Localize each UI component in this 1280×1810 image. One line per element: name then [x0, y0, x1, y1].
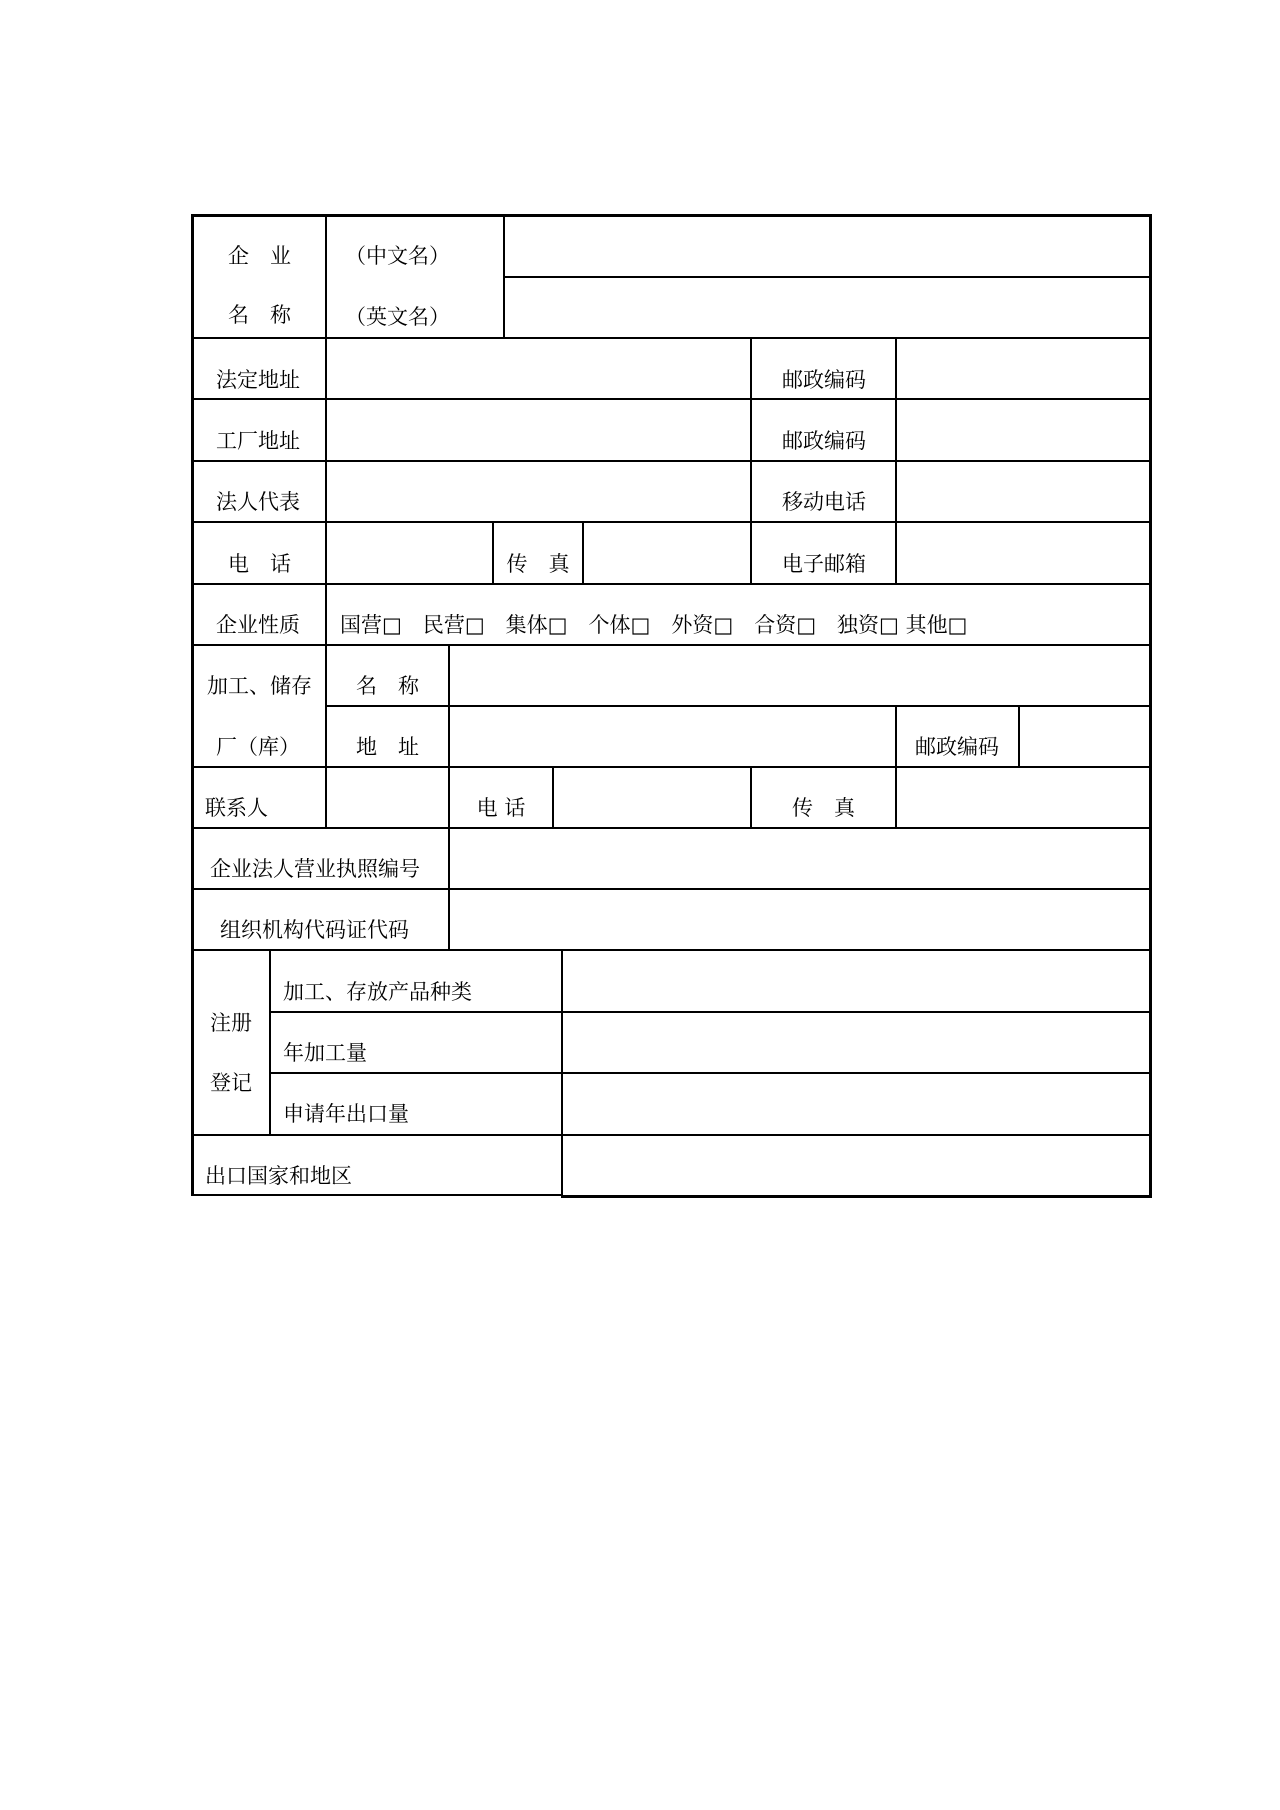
- registration-label: 注册: [210, 1011, 252, 1035]
- legal-rep-label: 法人代表: [216, 490, 300, 514]
- table-rule: [750, 337, 752, 583]
- table-rule: [192, 521, 1151, 523]
- contact-label: 联系人: [205, 796, 268, 820]
- legal-address-label: 法定地址: [216, 368, 300, 392]
- table-rule: [192, 1134, 1151, 1136]
- english-name-label: （英文名）: [345, 305, 450, 329]
- phone-field[interactable]: [328, 524, 492, 583]
- org-code-field[interactable]: [451, 891, 1149, 949]
- table-border-bottom: [561, 1195, 1151, 1198]
- storage-name-label: 名 称: [356, 674, 419, 698]
- storage-name-field[interactable]: [451, 647, 1149, 705]
- table-rule: [552, 766, 554, 827]
- contact-fax-label: 传 真: [792, 796, 855, 820]
- annual-export-field[interactable]: [564, 1075, 1149, 1134]
- registration-label: 登记: [210, 1071, 252, 1095]
- enterprise-nature-options[interactable]: 国营□ 民营□ 集体□ 个体□ 外资□ 合资□ 独资□ 其他□: [340, 613, 968, 637]
- english-name-field[interactable]: [506, 278, 1149, 337]
- chinese-name-label: （中文名）: [345, 244, 450, 268]
- export-countries-label: 出口国家和地区: [205, 1164, 352, 1188]
- factory-address-field[interactable]: [328, 401, 750, 460]
- table-rule: [895, 766, 897, 827]
- factory-address-label: 工厂地址: [216, 429, 300, 453]
- legal-postcode-field[interactable]: [898, 340, 1149, 398]
- storage-address-field[interactable]: [451, 708, 895, 766]
- product-types-label: 加工、存放产品种类: [283, 980, 472, 1004]
- table-rule: [192, 949, 1151, 951]
- table-rule: [269, 949, 271, 1134]
- table-rule: [325, 214, 327, 337]
- table-rule: [582, 521, 584, 583]
- storage-postcode-field[interactable]: [1021, 708, 1149, 766]
- phone-label: 电 话: [228, 552, 291, 576]
- contact-fax-field[interactable]: [898, 769, 1149, 827]
- table-rule: [561, 949, 563, 1196]
- storage-postcode-label: 邮政编码: [915, 735, 999, 759]
- table-rule: [1018, 705, 1020, 766]
- mobile-field[interactable]: [898, 463, 1149, 521]
- table-rule: [270, 1072, 1151, 1074]
- table-border-bottom: [192, 1194, 562, 1196]
- storage-address-label: 地 址: [356, 735, 419, 759]
- table-rule: [270, 1011, 1151, 1013]
- mobile-label: 移动电话: [782, 490, 866, 514]
- enterprise-name-label: 企 业: [228, 244, 291, 268]
- annual-processing-field[interactable]: [564, 1014, 1149, 1072]
- table-rule: [192, 888, 1151, 890]
- legal-rep-field[interactable]: [328, 463, 750, 521]
- org-code-label: 组织机构代码证代码: [220, 918, 409, 942]
- enterprise-nature-label: 企业性质: [216, 613, 300, 637]
- enterprise-name-label: 名 称: [228, 303, 291, 327]
- table-rule: [325, 583, 327, 644]
- legal-address-field[interactable]: [328, 340, 750, 398]
- table-rule: [448, 888, 450, 949]
- license-number-label: 企业法人营业执照编号: [210, 857, 420, 881]
- export-countries-field[interactable]: [564, 1137, 1149, 1195]
- factory-postcode-label: 邮政编码: [782, 429, 866, 453]
- table-border-left: [191, 214, 194, 1196]
- table-border-right: [1149, 214, 1152, 1198]
- table-rule: [895, 337, 897, 583]
- chinese-name-field[interactable]: [506, 217, 1149, 276]
- table-rule: [192, 766, 1151, 768]
- annual-export-label: 申请年出口量: [283, 1102, 409, 1126]
- fax-field[interactable]: [585, 524, 750, 583]
- email-label: 电子邮箱: [782, 552, 866, 576]
- table-rule: [192, 583, 1151, 585]
- table-rule: [192, 460, 1151, 462]
- table-rule: [448, 644, 450, 889]
- table-rule: [895, 705, 897, 766]
- storage-facility-label: 加工、储存: [207, 674, 312, 698]
- legal-postcode-label: 邮政编码: [782, 368, 866, 392]
- table-rule: [192, 337, 1151, 339]
- annual-processing-label: 年加工量: [283, 1041, 367, 1065]
- table-rule: [503, 214, 505, 337]
- license-number-field[interactable]: [451, 830, 1149, 888]
- contact-phone-field[interactable]: [555, 769, 750, 827]
- factory-postcode-field[interactable]: [898, 401, 1149, 460]
- contact-phone-label: 电 话: [476, 796, 526, 820]
- table-rule: [325, 337, 327, 583]
- table-rule: [192, 398, 1151, 400]
- table-rule: [192, 827, 1151, 829]
- product-types-field[interactable]: [564, 952, 1149, 1011]
- storage-facility-label: 厂（库）: [216, 735, 300, 759]
- contact-field[interactable]: [328, 769, 448, 827]
- email-field[interactable]: [898, 524, 1149, 583]
- table-rule: [192, 644, 1151, 646]
- fax-label: 传 真: [506, 552, 570, 576]
